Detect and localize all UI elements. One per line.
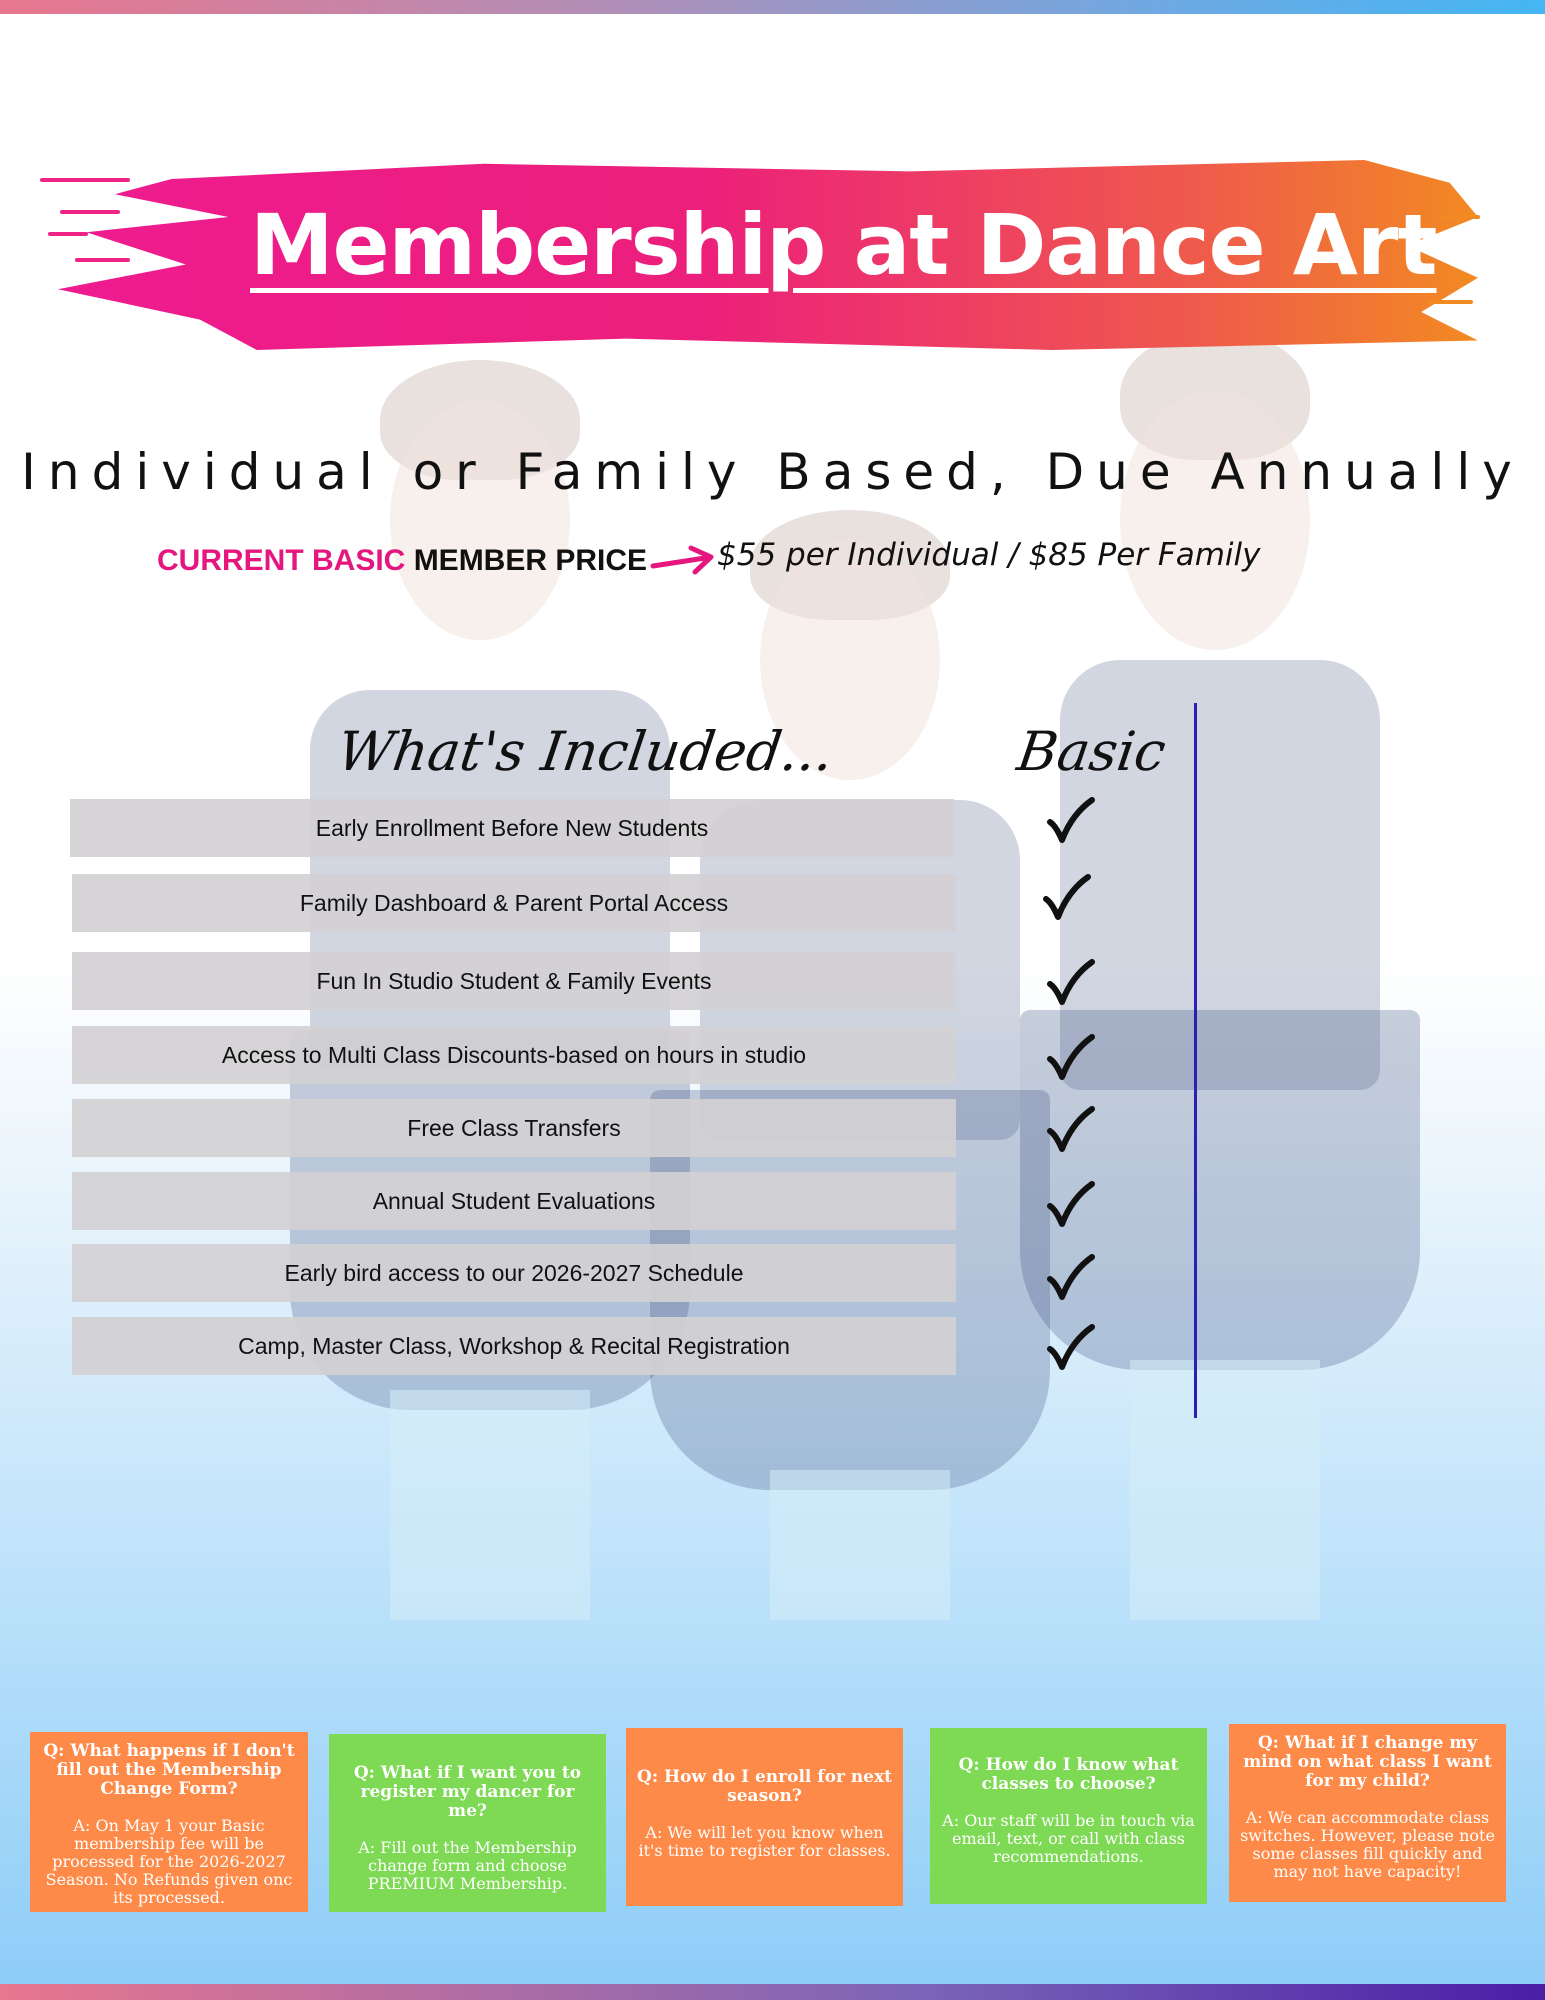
- feature-label: Access to Multi Class Discounts-based on hours in studio: [221, 1041, 807, 1068]
- price-label-rest: MEMBER PRICE: [413, 544, 648, 577]
- checkmark-icon: [1042, 873, 1092, 923]
- faq-card: [930, 1728, 1207, 1904]
- feature-row: [72, 1099, 956, 1157]
- price-label-highlight: CURRENT BASIC: [157, 544, 406, 577]
- page-subtitle: Individual or Family Based, Due Annually: [21, 443, 1524, 501]
- faq-question: Q: What happens if I don't fill out the Membership Change Form?: [43, 1741, 295, 1799]
- brush-streak: [1440, 215, 1480, 219]
- faq-question: Q: How do I enroll for next season?: [637, 1767, 892, 1806]
- feature-row: [72, 1026, 956, 1084]
- faq-card: [329, 1734, 606, 1912]
- faq-answer: A: Fill out the Membership change form and choose PREMIUM Membership.: [358, 1838, 577, 1893]
- brush-streak: [60, 210, 120, 214]
- price-label: [157, 544, 647, 578]
- included-heading: What's Included...: [333, 720, 838, 783]
- checkmark-icon: [1046, 1105, 1096, 1155]
- brush-streak: [75, 258, 130, 262]
- faq-answer: A: We will let you know when it's time to register for classes.: [638, 1823, 891, 1860]
- checkmark-icon: [1046, 1253, 1096, 1303]
- faq-card: [1229, 1724, 1506, 1902]
- tier-heading-basic: Basic: [1013, 720, 1170, 783]
- faq-question: Q: What if I want you to register my dancer for me?: [353, 1763, 582, 1821]
- checkmark-icon: [1046, 1323, 1096, 1373]
- checkmark-icon: [1046, 796, 1096, 846]
- faq-answer: A: We can accommodate class switches. However, please note some classes fill quickly and may not have capacity!: [1240, 1808, 1495, 1881]
- feature-row: [72, 1172, 956, 1230]
- faq-card: [30, 1732, 308, 1912]
- feature-row: [72, 1244, 956, 1302]
- faq-question: Q: How do I know what classes to choose?: [958, 1755, 1179, 1794]
- brush-streak: [1428, 300, 1473, 304]
- feature-label: Free Class Transfers: [407, 1114, 621, 1141]
- feature-label: Family Dashboard & Parent Portal Access: [299, 889, 729, 916]
- bottom-gradient-strip: [0, 1984, 1545, 2000]
- feature-label: Early Enrollment Before New Students: [315, 814, 709, 841]
- feature-row: [70, 799, 954, 857]
- column-divider: [1194, 703, 1197, 1418]
- checkmark-icon: [1046, 1033, 1096, 1083]
- faq-answer: A: On May 1 your Basic membership fee will be processed for the 2026-2027 Season. No Refunds given onc its processed.: [45, 1816, 293, 1907]
- checkmark-icon: [1046, 1180, 1096, 1230]
- price-row: [157, 537, 1457, 590]
- feature-row: [72, 1317, 956, 1375]
- faq-card: [626, 1728, 903, 1906]
- feature-row: [72, 952, 956, 1010]
- checkmark-icon: [1046, 958, 1096, 1008]
- feature-label: Early bird access to our 2026-2027 Schedule: [284, 1259, 744, 1286]
- page-title: Membership at Dance Art: [250, 196, 1437, 294]
- top-gradient-strip: [0, 0, 1545, 14]
- feature-label: Fun In Studio Student & Family Events: [316, 967, 712, 994]
- feature-label: Camp, Master Class, Workshop & Recital Registration: [238, 1332, 790, 1359]
- faq-question: Q: What if I change my mind on what class I want for my child?: [1243, 1733, 1492, 1791]
- faq-answer: A: Our staff will be in touch via email, text, or call with class recommendations.: [942, 1811, 1195, 1866]
- feature-label: Annual Student Evaluations: [372, 1187, 656, 1214]
- price-value: $55 per Individual / $85 Per Family: [717, 537, 1261, 573]
- feature-row: [72, 874, 956, 932]
- brush-streak: [40, 178, 130, 182]
- arrow-right-icon: [649, 542, 719, 582]
- brush-streak: [48, 232, 88, 236]
